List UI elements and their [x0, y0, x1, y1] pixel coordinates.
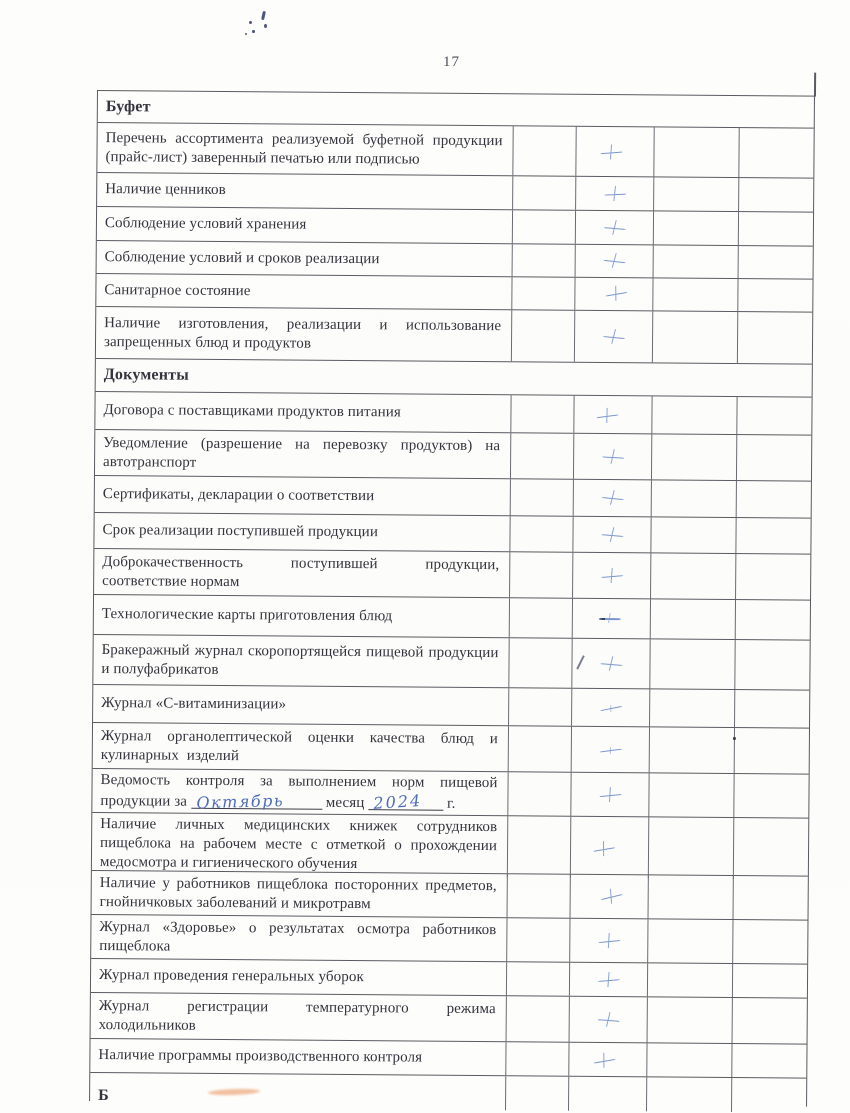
mark-cell: [738, 128, 812, 178]
item-label: Срок реализации поступившей продукции: [102, 522, 379, 541]
item-label: месяц: [325, 794, 365, 812]
mark-cell: [650, 599, 735, 639]
mark-cell: [733, 876, 807, 920]
mark-cell: [570, 875, 648, 919]
blank-line: [191, 790, 322, 813]
mark-cell: [648, 773, 733, 818]
mark-cell: [572, 517, 650, 553]
item-label-cell: [93, 723, 508, 771]
mark-cell: [735, 518, 809, 554]
mark-cell: [507, 874, 570, 917]
item-label-cell: [94, 549, 509, 597]
mark-cell: [573, 396, 651, 434]
mark-cell: [733, 774, 807, 819]
mark-cell: [651, 434, 736, 480]
item-label-cell: [90, 1073, 505, 1110]
handwritten-plus-mark: [591, 838, 616, 859]
item-label: Санитарное состояние: [104, 281, 251, 299]
mark-cell: [507, 772, 570, 816]
mark-cell: [736, 435, 810, 481]
handwritten-plus-mark: [600, 525, 623, 545]
mark-cell: [650, 553, 735, 599]
mark-cell: [737, 279, 811, 312]
ink-speck: [245, 33, 247, 35]
handwritten-plus-mark: [603, 218, 626, 238]
item-label-cell: [94, 595, 509, 637]
handwritten-plus-mark: [598, 609, 620, 627]
mark-cell: [649, 639, 734, 689]
handwritten-plus-mark: [603, 184, 626, 203]
item-label-cell: [97, 241, 512, 276]
item-label: Технологические карты приготовления блюд: [101, 606, 393, 625]
checklist-row: [93, 685, 809, 729]
checklist-row: [95, 476, 811, 519]
handwritten-plus-mark: [600, 566, 623, 586]
mark-cell: [506, 918, 569, 961]
handwritten-plus-mark: [595, 405, 619, 426]
item-label: Наличие программы производственного контроля: [98, 1047, 423, 1066]
checklist-row: [90, 1039, 806, 1079]
checklist-row: [91, 915, 807, 965]
mark-cell: [737, 312, 811, 364]
ink-speck: [252, 30, 255, 33]
mark-cell: [575, 127, 653, 177]
checklist-table: [89, 90, 815, 1107]
item-label: Ведомость контроля за выполнением норм пищевой продукции за: [100, 772, 498, 810]
item-label: Журнал «С-витаминизации»: [101, 695, 287, 713]
blank-line: [368, 792, 443, 811]
item-label-cell: [95, 392, 510, 432]
item-label: Б: [98, 1087, 109, 1105]
handwritten-plus-mark: [592, 1050, 617, 1071]
mark-cell: [506, 962, 569, 995]
mark-cell: [734, 690, 808, 728]
item-label-cell: [92, 813, 507, 877]
mark-cell: [575, 211, 653, 245]
mark-cell: [648, 875, 733, 919]
mark-cell: [569, 919, 647, 963]
mark-cell: [509, 598, 572, 637]
handwritten-plus-mark: [601, 488, 625, 508]
ink-speck: [264, 24, 267, 28]
checklist-row: [94, 595, 810, 641]
mark-cell: [650, 517, 735, 553]
item-label-cell: [97, 207, 512, 243]
checklist-row: [95, 430, 811, 482]
mark-cell: [736, 397, 810, 435]
mark-cell: [736, 481, 810, 518]
mark-cell: [571, 639, 649, 689]
checklist-row: [92, 813, 808, 877]
item-label-cell: [91, 993, 506, 1041]
mark-cell: [570, 817, 648, 879]
item-label: Соблюдение условий и сроков реализации: [104, 248, 380, 267]
mark-cell: [512, 210, 575, 243]
item-label-cell: [94, 513, 509, 551]
handwritten-plus-mark: [601, 447, 624, 466]
mark-cell: [738, 246, 812, 279]
checklist-row: [92, 769, 808, 819]
item-label-cell: [95, 476, 510, 515]
mark-cell: [651, 480, 736, 517]
mark-cell: [731, 1078, 805, 1113]
mark-cell: [649, 727, 734, 773]
mark-cell: [735, 554, 809, 600]
checklist-row: [96, 307, 812, 365]
checklist-row: [96, 274, 812, 313]
checklist-row: [97, 173, 813, 213]
mark-cell: [734, 728, 808, 774]
mark-cell: [647, 963, 732, 997]
mark-cell: [508, 726, 571, 771]
mark-cell: [733, 818, 807, 880]
handwritten-plus-mark: [598, 697, 623, 719]
item-label: Уведомление (разрешение на перевозку продуктов) на автотранспорт: [103, 434, 501, 471]
handwritten-year: 2024: [372, 790, 423, 813]
checklist-row: [97, 241, 813, 280]
ink-speck: [261, 11, 265, 20]
handwritten-plus-mark: [598, 885, 624, 908]
mark-cell: [574, 311, 652, 363]
page-number: 17: [443, 54, 460, 70]
mark-cell: [575, 177, 653, 211]
mark-cell: [649, 689, 734, 727]
checklist-row: [95, 392, 811, 436]
item-label-cell: [96, 307, 511, 361]
checklist-row: [97, 123, 813, 179]
item-label: Наличие личных медицинских книжек сотрудников пищеблока на рабочем месте с отметкой о прохождении медосмотра и гигиенического обучения: [99, 816, 498, 873]
mark-cell: [570, 773, 648, 818]
mark-cell: [732, 920, 806, 964]
stray-ink-dot: [733, 737, 736, 740]
item-label: Доброкачественность поступившей продукции, соответствие нормам: [102, 553, 500, 590]
item-label: Журнал «Здоровье» о результатах осмотра работников пищеблока: [99, 918, 497, 955]
item-label-cell: [97, 173, 512, 209]
item-label: г.: [447, 795, 456, 812]
handwritten-plus-mark: [597, 1010, 620, 1030]
mark-cell: [652, 278, 737, 311]
partial-next-row: [90, 1073, 806, 1107]
mark-cell: [647, 919, 732, 963]
mark-cell: [569, 997, 647, 1043]
section-title: Буфет: [105, 97, 151, 115]
handwritten-plus-mark: [604, 283, 629, 304]
mark-cell: [573, 434, 651, 480]
mark-cell: [651, 396, 736, 434]
item-label: Соблюдение условий хранения: [104, 215, 307, 233]
mark-cell: [509, 552, 572, 597]
mark-cell: [511, 310, 574, 361]
item-label-cell: [93, 635, 508, 687]
mark-cell: [646, 1043, 731, 1077]
mark-cell: [512, 244, 575, 276]
mark-cell: [653, 177, 738, 211]
mark-cell: [731, 1044, 805, 1078]
mark-cell: [653, 211, 738, 245]
mark-cell: [509, 516, 572, 551]
mark-cell: [575, 245, 653, 278]
mark-cell: [572, 599, 650, 639]
mark-cell: [738, 212, 812, 246]
mark-cell: [735, 600, 809, 640]
mark-cell: [512, 176, 575, 209]
item-label-cell: [90, 1039, 505, 1075]
item-label: Журнал проведения генеральных уборок: [98, 967, 364, 986]
ink-speck: [249, 21, 252, 24]
item-label: Сертификаты, декларации о соответствии: [102, 485, 375, 504]
mark-cell: [510, 479, 573, 515]
mark-cell: [505, 1076, 568, 1110]
checklist-row: [93, 723, 809, 775]
mark-cell: [648, 817, 733, 879]
mark-cell: [574, 278, 652, 311]
mark-cell: [571, 727, 649, 773]
mark-cell: [647, 997, 732, 1043]
item-label-cell: [97, 123, 512, 175]
mark-cell: [653, 245, 738, 278]
item-label-cell: [91, 915, 506, 961]
section-header-row: [96, 359, 812, 398]
checklist-row: [94, 513, 810, 555]
mark-cell: [571, 689, 649, 727]
mark-cell: [508, 688, 571, 725]
item-label: Бракеражный журнал скоропортящейся пищевой продукции и полуфабрикатов: [101, 641, 499, 678]
handwritten-plus-mark: [599, 142, 622, 162]
mark-cell: [510, 433, 573, 478]
mark-cell: [569, 963, 647, 997]
mark-cell: [572, 553, 650, 599]
mark-cell: [732, 964, 806, 998]
item-label: Наличие изготовления, реализации и использование запрещенных блюд и продуктов: [103, 314, 502, 352]
mark-cell: [512, 126, 575, 175]
checklist-row: [92, 871, 808, 921]
mark-cell: [732, 998, 806, 1044]
handwritten-plus-mark: [598, 739, 622, 760]
mark-cell: [646, 1077, 731, 1112]
table-right-border-extension: [814, 73, 816, 97]
mark-cell: [568, 1043, 646, 1077]
section-title: Документы: [103, 366, 190, 384]
handwritten-plus-mark: [597, 931, 621, 951]
mark-cell: [506, 996, 569, 1041]
checklist-row: [97, 207, 813, 247]
checklist-row: [93, 635, 809, 691]
handwritten-month: Октябрь: [195, 790, 284, 813]
mark-cell: [568, 1077, 646, 1112]
mark-cell: [505, 1042, 568, 1075]
item-label-cell: [93, 685, 508, 725]
handwritten-plus-mark: [602, 327, 626, 347]
mark-cell: [734, 640, 808, 690]
handwritten-plus-mark: [598, 785, 622, 805]
item-label-cell: [92, 871, 507, 917]
checklist-row: [91, 993, 807, 1045]
mark-cell: [511, 277, 574, 309]
mark-cell: [573, 480, 651, 517]
checklist-row: [91, 959, 807, 999]
mark-cell: [738, 178, 812, 212]
checklist-row: [94, 549, 810, 601]
item-label-cell: [95, 430, 510, 478]
item-label-cell: [96, 274, 511, 309]
item-label: Наличие у работников пищеблока посторонних предметов, гнойничковых заболеваний и микротравм: [99, 874, 497, 912]
item-label: Договора с поставщиками продуктов питания: [103, 402, 401, 421]
handwritten-plus-mark: [602, 251, 626, 271]
item-label: Журнал регистрации температурного режима холодильников: [98, 997, 496, 1034]
item-label-cell: [92, 769, 507, 816]
item-label: Наличие ценников: [105, 181, 226, 199]
handwritten-plus-mark: [597, 970, 620, 990]
handwritten-plus-mark: [599, 654, 622, 674]
mark-cell: [510, 395, 573, 432]
item-label: Журнал органолептической оценки качества блюд и кулинарных изделий: [100, 727, 498, 764]
mark-cell: [653, 127, 738, 177]
mark-cell: [652, 311, 737, 363]
mark-cell: [507, 816, 570, 877]
item-label-cell: [91, 959, 506, 995]
mark-cell: [508, 638, 571, 687]
item-label: Перечень ассортимента реализуемой буфетной продукции (прайс-лист) заверенный печатью или подписью: [105, 129, 503, 168]
